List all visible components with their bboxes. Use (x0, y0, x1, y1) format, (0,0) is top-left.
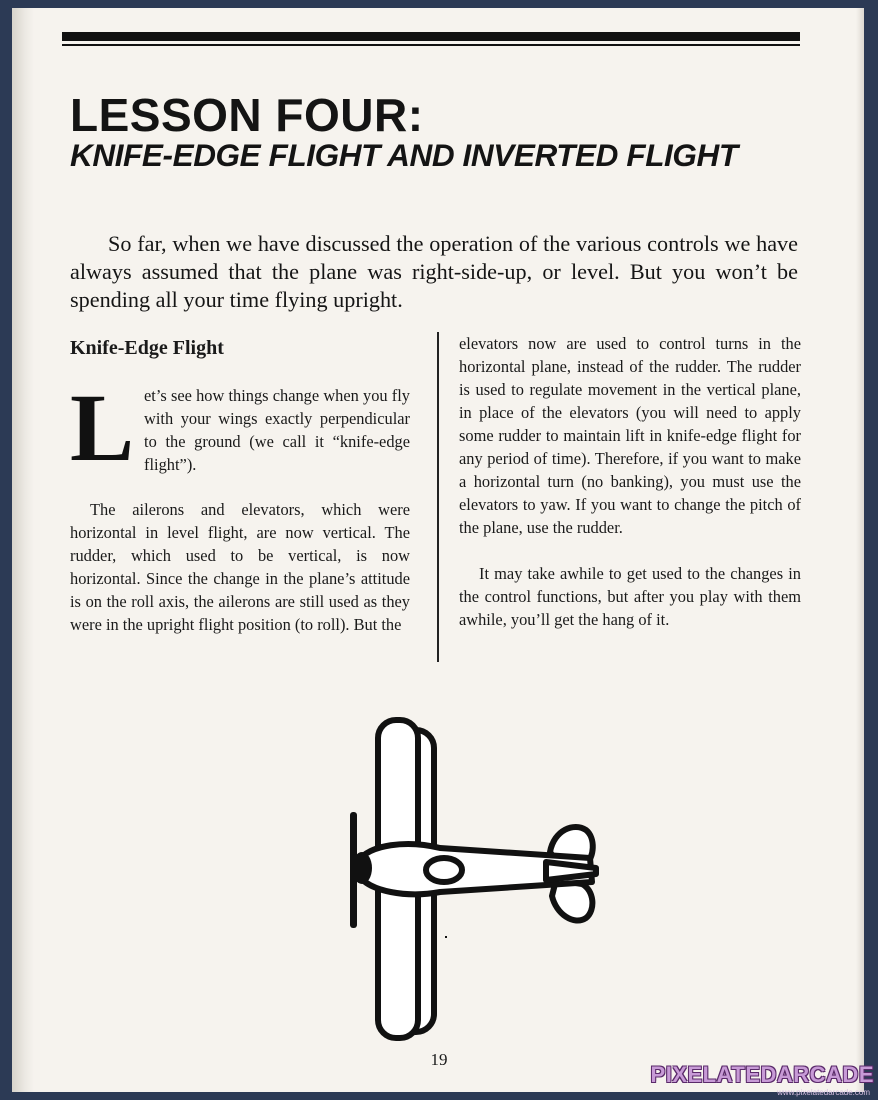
paragraph-3: elevators now are used to control turns in the horizontal plane, instead of the rudder. The rudder is used to regulate movement in the vertical plane, in place of the elevators (you will need to apply some rudder to maintain lift in knife-edge flight for any period of time). Therefore, if you want to make a horizontal turn (no banking), you must use the elevators to yaw. If you want to change the pitch of the plane, use the rudder. (459, 334, 801, 537)
section-heading: Knife-Edge Flight (70, 337, 224, 359)
paragraph-2: The ailerons and elevators, which were horizontal in level flight, are now vertical. The rudder, which used to be vertical, is now horizontal. Since the change in the plane’s attitude is on the roll axis, the ailerons are still used as they were in the upright flight position (to roll). But the (70, 500, 410, 634)
drop-cap-paragraph (70, 374, 410, 481)
paragraph-1-text: et’s see how things change when you fly with your wings exactly perpendicular to the ground (we call it “knife-edge flight”). (144, 386, 410, 474)
page-right-edge (856, 8, 864, 1092)
top-rule-thin (62, 44, 800, 46)
lesson-subtitle: KNIFE-EDGE FLIGHT AND INVERTED FLIGHT (70, 137, 738, 173)
biplane-illustration (328, 712, 608, 1042)
cockpit (426, 858, 462, 882)
intro-paragraph: So far, when we have discussed the operation of the various controls we have always assumed that the plane was right-side-up, or level. But you won’t be spending all your time flying upright. (70, 231, 798, 312)
watermark-url: www.pixelatedarcade.com (777, 1088, 870, 1097)
page-binding-edge (12, 8, 34, 1092)
page-number: 19 (430, 1050, 448, 1069)
drop-cap: L (70, 374, 135, 481)
column-divider (437, 332, 439, 662)
left-column (70, 336, 410, 636)
propeller (350, 812, 357, 928)
right-column (459, 332, 801, 631)
tail-elevator (546, 862, 596, 880)
lesson-title: LESSON FOUR: (70, 89, 424, 141)
watermark-logo: PIXELATEDARCADE (650, 1062, 874, 1087)
top-rule (62, 32, 800, 41)
paragraph-4: It may take awhile to get used to the changes in the control functions, but after you play with them awhile, you’ll get the hang of it. (459, 564, 801, 629)
